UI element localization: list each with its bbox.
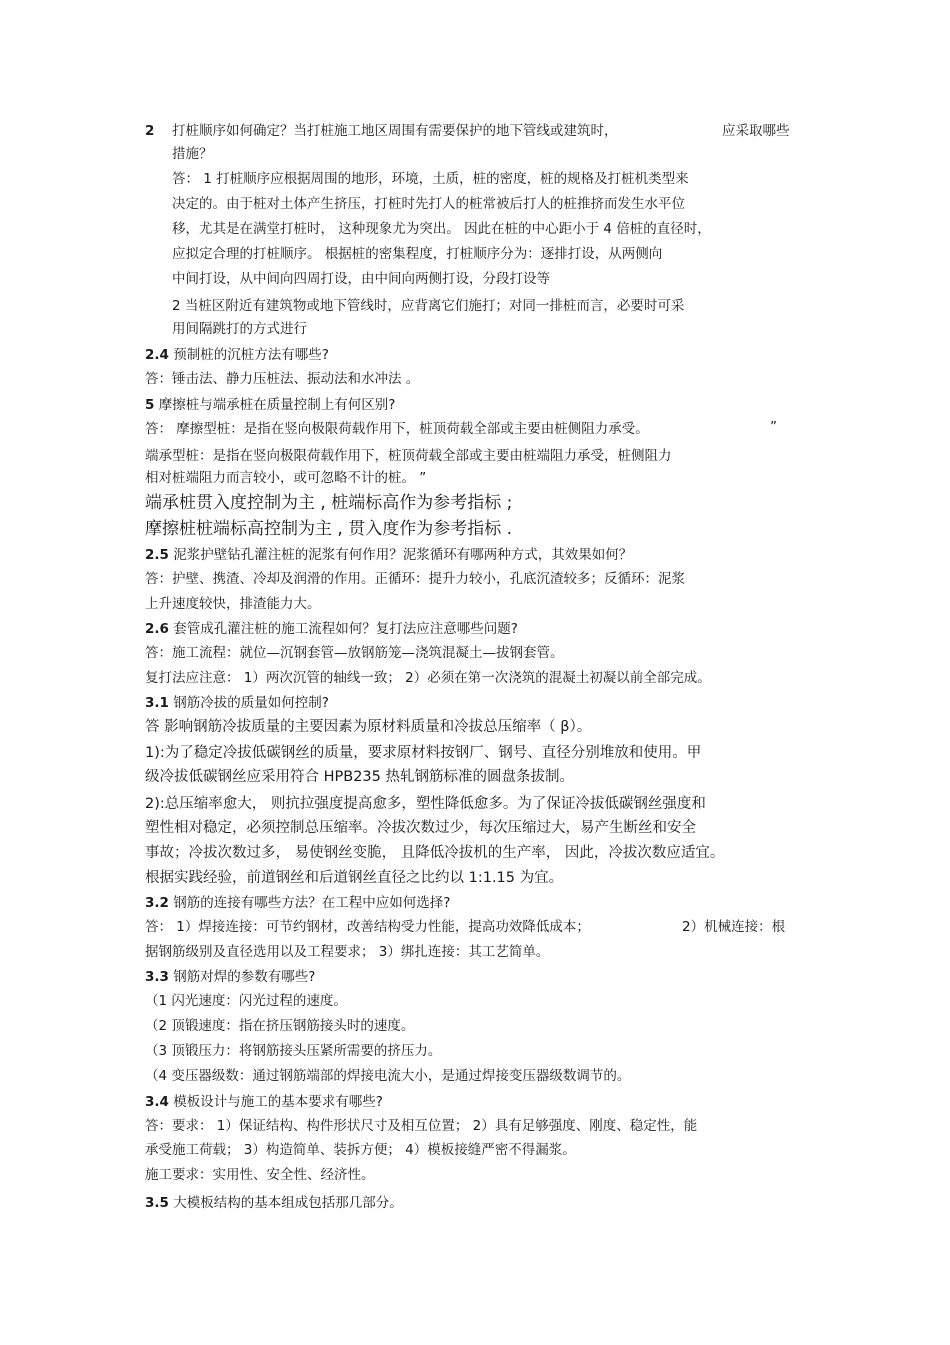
question-text: 打桩顺序如何确定？当打桩施工地区周围有需要保护的地下管线或建筑时， xyxy=(172,123,618,139)
answer-line: 移，尤其是在满堂打桩时， 这种现象尤为突出。 因此在桩的中心距小于 4 倍桩的直径时， xyxy=(172,221,711,237)
question-line xyxy=(145,346,329,364)
question-line xyxy=(145,694,329,712)
list-item: （3 顶锻压力：将钢筋接头压紧所需要的挤压力。 xyxy=(145,1043,442,1059)
question-text: 钢筋冷拔的质量如何控制? xyxy=(168,695,329,711)
list-item: （4 变压器级数：通过钢筋端部的焊接电流大小，是通过焊接变压器级数调节的。 xyxy=(145,1068,631,1084)
answer-line: 中间打设，从中间向四周打设，由中间向两侧打设，分段打设等 xyxy=(172,271,550,287)
question-text: 套管成孔灌注桩的施工流程如何？复打法应注意哪些问题? xyxy=(168,621,518,637)
answer-line: 端承型桩：是指在竖向极限荷载作用下，桩顶荷载全部或主要由桩端阻力承受，桩侧阻力 xyxy=(145,448,672,464)
answer-line-tail: 2）机械连接：根 xyxy=(682,919,786,935)
answer-line: 承受施工荷载； 3）构造简单、装拆方便； 4）模板接缝严密不得漏浆。 xyxy=(145,1142,576,1158)
question-line xyxy=(145,1194,403,1212)
question-line xyxy=(145,620,518,638)
answer-line-tail: ” xyxy=(770,419,777,435)
question-text: 摩擦桩与端承桩在质量控制上有何区别? xyxy=(154,397,396,413)
answer-line: 2 当桩区附近有建筑物或地下管线时，应背离它们施打；对同一排桩而言，必要时可采 xyxy=(172,298,685,314)
answer-line: 根据实践经验，前道钢丝和后道钢丝直径之比约以 1:1.15 为宜。 xyxy=(145,870,564,886)
emphasis-line: 端承桩贯入度控制为主 , 桩端标高作为参考指标 ; xyxy=(145,493,513,513)
answer-line: 用间隔跳打的方式进行 xyxy=(172,321,307,337)
question-text: 钢筋对焊的参数有哪些? xyxy=(168,969,316,985)
answer-line: 答 影响钢筋冷拔质量的主要因素为原材料质量和冷拔总压缩率（ β）。 xyxy=(145,719,592,735)
question-number: 2.5 xyxy=(145,547,169,563)
answer-line: 据钢筋级别及直径选用以及工程要求； 3）绑扎连接：其工艺简单。 xyxy=(145,944,550,960)
list-item: （2 顶锻速度：指在挤压钢筋接头时的速度。 xyxy=(145,1018,415,1034)
answer-line: 施工要求：实用性、安全性、经济性。 xyxy=(145,1167,375,1183)
question-text: 措施？ xyxy=(172,146,213,162)
question-number: 2.4 xyxy=(145,347,169,363)
question-text: 泥浆护壁钻孔灌注桩的泥浆有何作用？泥浆循环有哪两种方式，其效果如何？ xyxy=(168,547,633,563)
answer-line: 答： 1）焊接连接：可节约钢材，改善结构受力性能，提高功效降低成本； xyxy=(145,919,590,935)
answer-line: 应拟定合理的打桩顺序。 根据桩的密集程度，打桩顺序分为：逐排打设，从两侧向 xyxy=(172,246,663,262)
question-number: 3.2 xyxy=(145,895,169,911)
answer-line: 1):为了稳定冷拔低碳钢丝的质量，要求原材料按钢厂、钢号、直径分别堆放和使用。甲 xyxy=(145,745,702,761)
emphasis-line: 摩擦桩桩端标高控制为主 , 贯入度作为参考指标 . xyxy=(145,519,513,539)
question-number: 3.5 xyxy=(145,1195,169,1211)
list-item: （1 闪光速度：闪光过程的速度。 xyxy=(145,993,347,1009)
answer-line: 答： 摩擦型桩：是指在竖向极限荷载作用下，桩顶荷载全部或主要由桩侧阻力承受。 xyxy=(145,421,649,437)
answer-line: 答：施工流程：就位—沉钢套管—放钢筋笼—浇筑混凝土—拔钢套管。 xyxy=(145,645,564,661)
answer-line: 答：护壁、携渣、冷却及润滑的作用。正循环：提升力较小，孔底沉渣较多；反循环：泥浆 xyxy=(145,571,685,587)
answer-line: 相对桩端阻力而言较小，或可忽略不计的桩。 ” xyxy=(145,470,427,486)
question-line xyxy=(145,1093,383,1111)
answer-line: 答： 1 打桩顺序应根据周围的地形，环境，土质，桩的密度，桩的规格及打桩机类型来 xyxy=(172,171,689,187)
question-number: 2.6 xyxy=(145,621,169,637)
question-text: 钢筋的连接有哪些方法？在工程中应如何选择? xyxy=(168,895,451,911)
question-line xyxy=(145,546,632,564)
question-line xyxy=(145,894,450,912)
answer-line: 复打法应注意： 1）两次沉管的轴线一致； 2）必须在第一次浇筑的混凝土初凝以前全部完成。 xyxy=(145,670,711,686)
question-number: 3.1 xyxy=(145,695,169,711)
answer-line: 级冷拔低碳钢丝应采用符合 HPB235 热轧钢筋标准的圆盘条拔制。 xyxy=(145,769,574,785)
question-line xyxy=(145,968,315,986)
answer-line: 事故；冷拔次数过多， 易使钢丝变脆， 且降低冷拔机的生产率， 因此，冷拔次数应适宜。 xyxy=(145,845,725,861)
question-text: 大模板结构的基本组成包括那几部分。 xyxy=(168,1195,403,1211)
question-number: 2 xyxy=(145,123,155,139)
answer-line: 2):总压缩率愈大， 则抗拉强度提高愈多，塑性降低愈多。为了保证冷拔低碳钢丝强度和 xyxy=(145,796,706,812)
question-number: 5 xyxy=(145,397,155,413)
question-number: 3.3 xyxy=(145,969,169,985)
answer-line: 答：要求： 1）保证结构、构件形状尺寸及相互位置； 2）具有足够强度、刚度、稳定性，能 xyxy=(145,1118,698,1134)
question-number: 3.4 xyxy=(145,1094,169,1110)
answer-line: 答：锤击法、静力压桩法、振动法和水冲法 。 xyxy=(145,371,420,387)
question-text: 模板设计与施工的基本要求有哪些? xyxy=(168,1094,383,1110)
answer-line: 上升速度较快，排渣能力大。 xyxy=(145,596,321,612)
answer-line: 塑性相对稳定，必须控制总压缩率。冷拔次数过少，每次压缩过大，易产生断丝和安全 xyxy=(145,820,696,836)
question-text: 预制桩的沉桩方法有哪些? xyxy=(168,347,329,363)
answer-line: 决定的。由于桩对土体产生挤压，打桩时先打人的桩常被后打人的桩推挤而发生水平位 xyxy=(172,196,685,212)
question-line xyxy=(145,396,395,414)
question-text-tail: 应采取哪些 xyxy=(722,123,790,139)
